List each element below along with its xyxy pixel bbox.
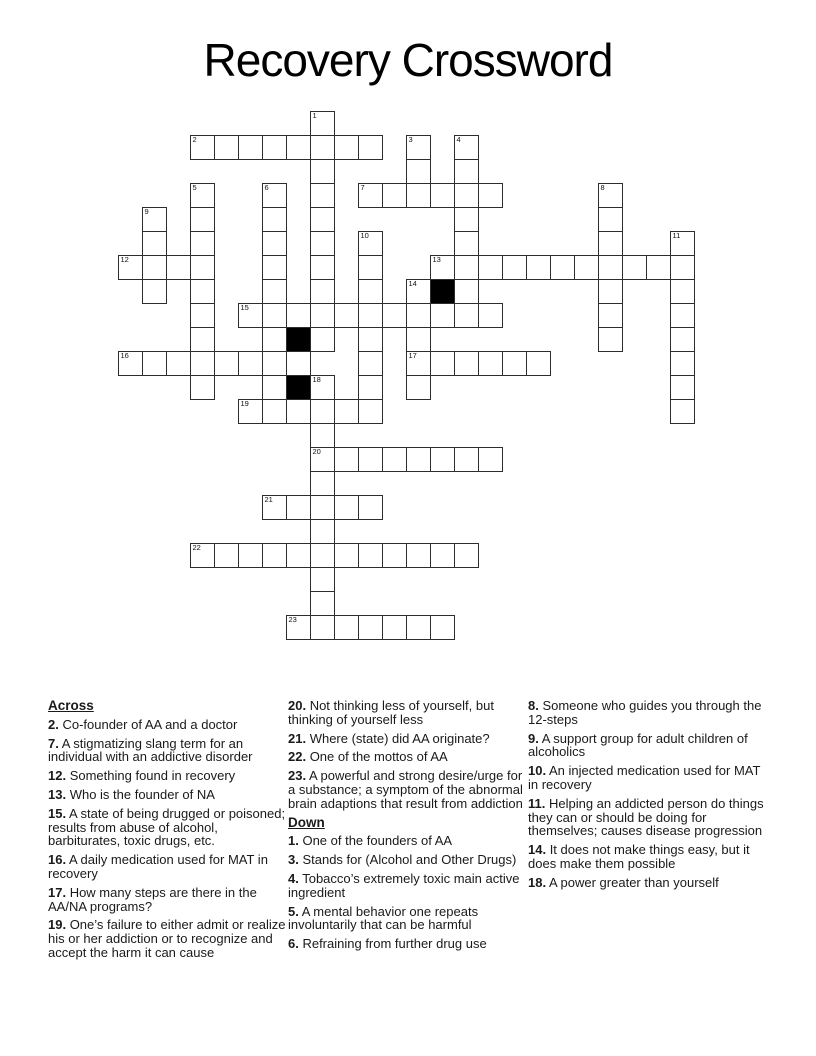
clue-2: 2. Co-founder of AA and a doctor <box>48 716 238 732</box>
grid-cell <box>358 135 383 160</box>
grid-cell <box>262 495 287 520</box>
grid-cell <box>310 231 335 256</box>
clue-18: 18. A power greater than yourself <box>528 874 719 890</box>
clue-number-label: 13. <box>48 786 67 802</box>
grid-cell <box>406 615 431 640</box>
grid-cell <box>430 183 455 208</box>
grid-cell <box>286 135 311 160</box>
grid-cell <box>358 495 383 520</box>
clue-number: 23 <box>288 615 297 624</box>
clue-number: 21 <box>264 495 273 504</box>
grid-cell <box>310 159 335 184</box>
grid-cell <box>190 375 215 400</box>
grid-cell <box>406 183 431 208</box>
grid-cell <box>382 615 407 640</box>
grid-cell <box>142 231 167 256</box>
grid-cell <box>598 183 623 208</box>
grid-cell <box>358 327 383 352</box>
grid-cell <box>670 255 695 280</box>
grid-cell <box>334 135 359 160</box>
clue-number-label: 10. <box>528 763 547 779</box>
grid-cell <box>262 231 287 256</box>
grid-cell <box>310 519 335 544</box>
page-title: Recovery Crossword <box>203 34 613 86</box>
grid-cell <box>190 279 215 304</box>
grid-cell-black <box>286 327 311 352</box>
grid-cell <box>142 351 167 376</box>
clue-number: 11 <box>672 231 681 240</box>
grid-cell <box>238 399 263 424</box>
clue-number-label: 11. <box>528 795 546 811</box>
grid-cell <box>286 495 311 520</box>
grid-cell <box>310 255 335 280</box>
grid-cell <box>118 255 143 280</box>
grid-cell-black <box>430 279 455 304</box>
clue-number-label: 23. <box>288 768 307 784</box>
clue-number: 14 <box>408 279 417 288</box>
grid-cell <box>382 183 407 208</box>
clue-number: 18 <box>312 375 321 384</box>
grid-cell <box>310 423 335 448</box>
grid-cell <box>670 375 695 400</box>
clue-number-label: 21. <box>288 730 307 746</box>
clue-number-label: 3. <box>288 852 299 868</box>
grid-cell <box>478 351 503 376</box>
grid-cell <box>670 231 695 256</box>
clue-number: 5 <box>192 183 197 192</box>
grid-cell <box>262 543 287 568</box>
clue-number-label: 15. <box>48 805 67 821</box>
grid-cell <box>454 303 479 328</box>
grid-cell <box>478 183 503 208</box>
clue-number: 2 <box>192 135 197 144</box>
grid-cell <box>430 447 455 472</box>
grid-cell <box>382 543 407 568</box>
clue-number-label: 8. <box>528 698 539 713</box>
grid-cell <box>142 279 167 304</box>
grid-cell <box>598 279 623 304</box>
grid-cell <box>598 255 623 280</box>
grid-cell <box>526 255 551 280</box>
grid-cell <box>478 303 503 328</box>
grid-cell <box>190 183 215 208</box>
grid-cell <box>262 279 287 304</box>
grid-cell <box>262 351 287 376</box>
grid-cell <box>190 135 215 160</box>
grid-cell <box>310 543 335 568</box>
grid-cell <box>310 567 335 592</box>
grid-cell <box>478 447 503 472</box>
grid-cell <box>406 159 431 184</box>
clue-number-label: 14. <box>528 842 547 858</box>
grid-cell <box>190 351 215 376</box>
clue-19: 19. One’s failure to either admit or realize his or her addiction or to recognize and accept the harm it can cause <box>48 917 286 960</box>
grid-cell <box>406 327 431 352</box>
clue-number: 4 <box>456 135 461 144</box>
clue-number: 16 <box>120 351 129 360</box>
clue-number-label: 1. <box>288 833 299 849</box>
grid-cell <box>670 279 695 304</box>
grid-cell <box>310 111 335 136</box>
grid-cell <box>406 375 431 400</box>
clue-number: 13 <box>432 255 441 264</box>
clue-number: 22 <box>192 543 201 552</box>
grid-cell <box>310 471 335 496</box>
grid-cell <box>286 543 311 568</box>
clue-6: 6. Refraining from further drug use <box>288 936 487 952</box>
grid-cell <box>166 255 191 280</box>
grid-cell <box>286 351 311 376</box>
grid-cell <box>214 351 239 376</box>
grid-cell <box>310 135 335 160</box>
grid-cell <box>502 351 527 376</box>
grid-cell <box>238 351 263 376</box>
clue-number: 17 <box>408 351 417 360</box>
grid-cell <box>310 279 335 304</box>
clue-10: 10. An injected medication used for MAT in recovery <box>528 763 761 792</box>
clue-21: 21. Where (state) did AA originate? <box>288 730 490 746</box>
grid-cell <box>310 399 335 424</box>
grid-cell <box>358 351 383 376</box>
grid-cell <box>550 255 575 280</box>
grid-cell <box>430 351 455 376</box>
grid-cell <box>334 303 359 328</box>
clues-column-3 <box>528 699 768 895</box>
grid-cell <box>310 495 335 520</box>
clue-1: 1. One of the founders of AA <box>288 833 453 849</box>
grid-cell <box>238 135 263 160</box>
clue-number-label: 5. <box>288 903 299 919</box>
clue-number-label: 9. <box>528 730 539 746</box>
clue-number-label: 6. <box>288 936 299 952</box>
grid-cell <box>238 303 263 328</box>
grid-cell <box>454 447 479 472</box>
grid-cell <box>454 183 479 208</box>
grid-cell <box>622 255 647 280</box>
grid-cell <box>382 447 407 472</box>
grid-cell <box>454 135 479 160</box>
grid-cell <box>262 399 287 424</box>
clue-number: 6 <box>264 183 269 192</box>
grid-cell <box>598 231 623 256</box>
grid-cell <box>142 207 167 232</box>
clue-5: 5. A mental behavior one repeats involuntarily that can be harmful <box>288 903 479 933</box>
clue-7: 7. A stigmatizing slang term for an individual with an addictive disorder <box>48 735 253 765</box>
grid-cell <box>118 351 143 376</box>
clue-14: 14. It does not make things easy, but it does make them possible <box>528 842 750 871</box>
grid-cell <box>670 399 695 424</box>
grid-cell <box>238 543 263 568</box>
grid-cell <box>430 303 455 328</box>
clue-number: 10 <box>360 231 369 240</box>
grid-cell <box>262 255 287 280</box>
grid-cell <box>310 327 335 352</box>
grid-cell <box>358 375 383 400</box>
grid-cell <box>454 279 479 304</box>
clue-3: 3. Stands for (Alcohol and Other Drugs) <box>288 852 517 868</box>
grid-cell <box>358 303 383 328</box>
grid-cell <box>454 543 479 568</box>
grid-cell <box>430 615 455 640</box>
grid-cell <box>358 399 383 424</box>
grid-cell <box>310 615 335 640</box>
grid-cell <box>598 327 623 352</box>
grid-cell <box>406 351 431 376</box>
grid-cell <box>214 543 239 568</box>
grid-cell <box>406 543 431 568</box>
grid-cell <box>334 447 359 472</box>
grid-cell <box>190 303 215 328</box>
grid-cell <box>286 303 311 328</box>
grid-cell <box>190 327 215 352</box>
clue-number-label: 4. <box>288 870 299 886</box>
grid-cell <box>358 447 383 472</box>
grid-cell <box>454 351 479 376</box>
clue-number: 12 <box>120 255 129 264</box>
grid-cell <box>262 327 287 352</box>
clue-17: 17. How many steps are there in the AA/NA programs? <box>48 884 257 914</box>
grid-cell <box>358 255 383 280</box>
grid-cell <box>358 615 383 640</box>
clue-13: 13. Who is the founder of NA <box>48 786 215 802</box>
clue-11: 11. Helping an addicted person do things they can or should be doing for themselves; causes disease progression <box>528 795 764 839</box>
grid-cell <box>262 207 287 232</box>
clue-9: 9. A support group for adult children of alcoholics <box>528 730 748 760</box>
clue-number: 15 <box>240 303 249 312</box>
grid-cell <box>454 231 479 256</box>
clue-number-label: 2. <box>48 716 59 732</box>
clue-number: 1 <box>312 111 317 120</box>
grid-cell <box>430 255 455 280</box>
grid-cell <box>382 303 407 328</box>
grid-cell <box>262 375 287 400</box>
grid-cell <box>310 207 335 232</box>
grid-cell <box>670 351 695 376</box>
clue-number: 19 <box>240 399 249 408</box>
grid-cell <box>670 327 695 352</box>
grid-cell <box>334 615 359 640</box>
clue-4: 4. Tobacco’s extremely toxic main active ingredient <box>288 870 520 900</box>
grid-cell <box>214 135 239 160</box>
clue-number-label: 12. <box>48 768 67 784</box>
grid-cell <box>454 159 479 184</box>
grid-cell <box>262 135 287 160</box>
clue-number: 20 <box>312 447 321 456</box>
grid-cell <box>334 495 359 520</box>
clue-8: 8. Someone who guides you through the 12-steps <box>528 698 762 727</box>
grid-cell <box>358 279 383 304</box>
clue-12: 12. Something found in recovery <box>48 768 236 784</box>
clue-15: 15. A state of being drugged or poisoned; results from abuse of alcohol, barbiturates, toxic drugs, etc. <box>48 805 286 849</box>
clue-16: 16. A daily medication used for MAT in recovery <box>48 852 268 881</box>
grid-cell <box>598 207 623 232</box>
grid-cell <box>454 207 479 232</box>
grid-cell <box>574 255 599 280</box>
grid-cell <box>190 207 215 232</box>
grid-cell-black <box>286 375 311 400</box>
clue-number-label: 18. <box>528 874 547 890</box>
clues-column-2 <box>288 699 528 956</box>
grid-cell <box>406 279 431 304</box>
grid-cell <box>310 183 335 208</box>
grid-cell <box>358 543 383 568</box>
clues-section-header: Down <box>288 814 325 830</box>
grid-cell <box>286 615 311 640</box>
grid-cell <box>310 447 335 472</box>
grid-cell <box>262 183 287 208</box>
grid-cell <box>190 231 215 256</box>
grid-cell <box>334 543 359 568</box>
clue-number-label: 22. <box>288 749 307 765</box>
grid-cell <box>334 399 359 424</box>
grid-cell <box>310 303 335 328</box>
clues-column-1 <box>48 699 288 965</box>
grid-cell <box>478 255 503 280</box>
clue-number-label: 19. <box>48 917 67 933</box>
clues-section-header: Across <box>48 698 94 713</box>
grid-cell <box>406 135 431 160</box>
clue-number: 8 <box>600 183 605 192</box>
clue-22: 22. One of the mottos of AA <box>288 749 448 765</box>
grid-cell <box>190 543 215 568</box>
grid-cell <box>430 543 455 568</box>
clue-20: 20. Not thinking less of yourself, but thinking of yourself less <box>288 698 494 727</box>
grid-cell <box>646 255 671 280</box>
clue-number-label: 7. <box>48 735 59 751</box>
clue-number-label: 17. <box>48 884 67 900</box>
clue-number: 3 <box>408 135 413 144</box>
clue-number-label: 16. <box>48 852 67 868</box>
grid-cell <box>310 591 335 616</box>
grid-cell <box>310 375 335 400</box>
grid-cell <box>406 447 431 472</box>
clue-23: 23. A powerful and strong desire/urge for a substance; a symptom of the abnormal brain adaptions that result from addiction <box>288 768 523 811</box>
grid-cell <box>358 231 383 256</box>
clue-number: 7 <box>360 183 365 192</box>
grid-cell <box>598 303 623 328</box>
grid-cell <box>166 351 191 376</box>
grid-cell <box>454 255 479 280</box>
clue-number-label: 20. <box>288 698 307 713</box>
grid-cell <box>142 255 167 280</box>
grid-cell <box>190 255 215 280</box>
grid-cell <box>262 303 287 328</box>
grid-cell <box>670 303 695 328</box>
grid-cell <box>286 399 311 424</box>
grid-cell <box>526 351 551 376</box>
grid-cell <box>406 303 431 328</box>
grid-cell <box>358 183 383 208</box>
grid-cell <box>502 255 527 280</box>
clue-number: 9 <box>144 207 149 216</box>
